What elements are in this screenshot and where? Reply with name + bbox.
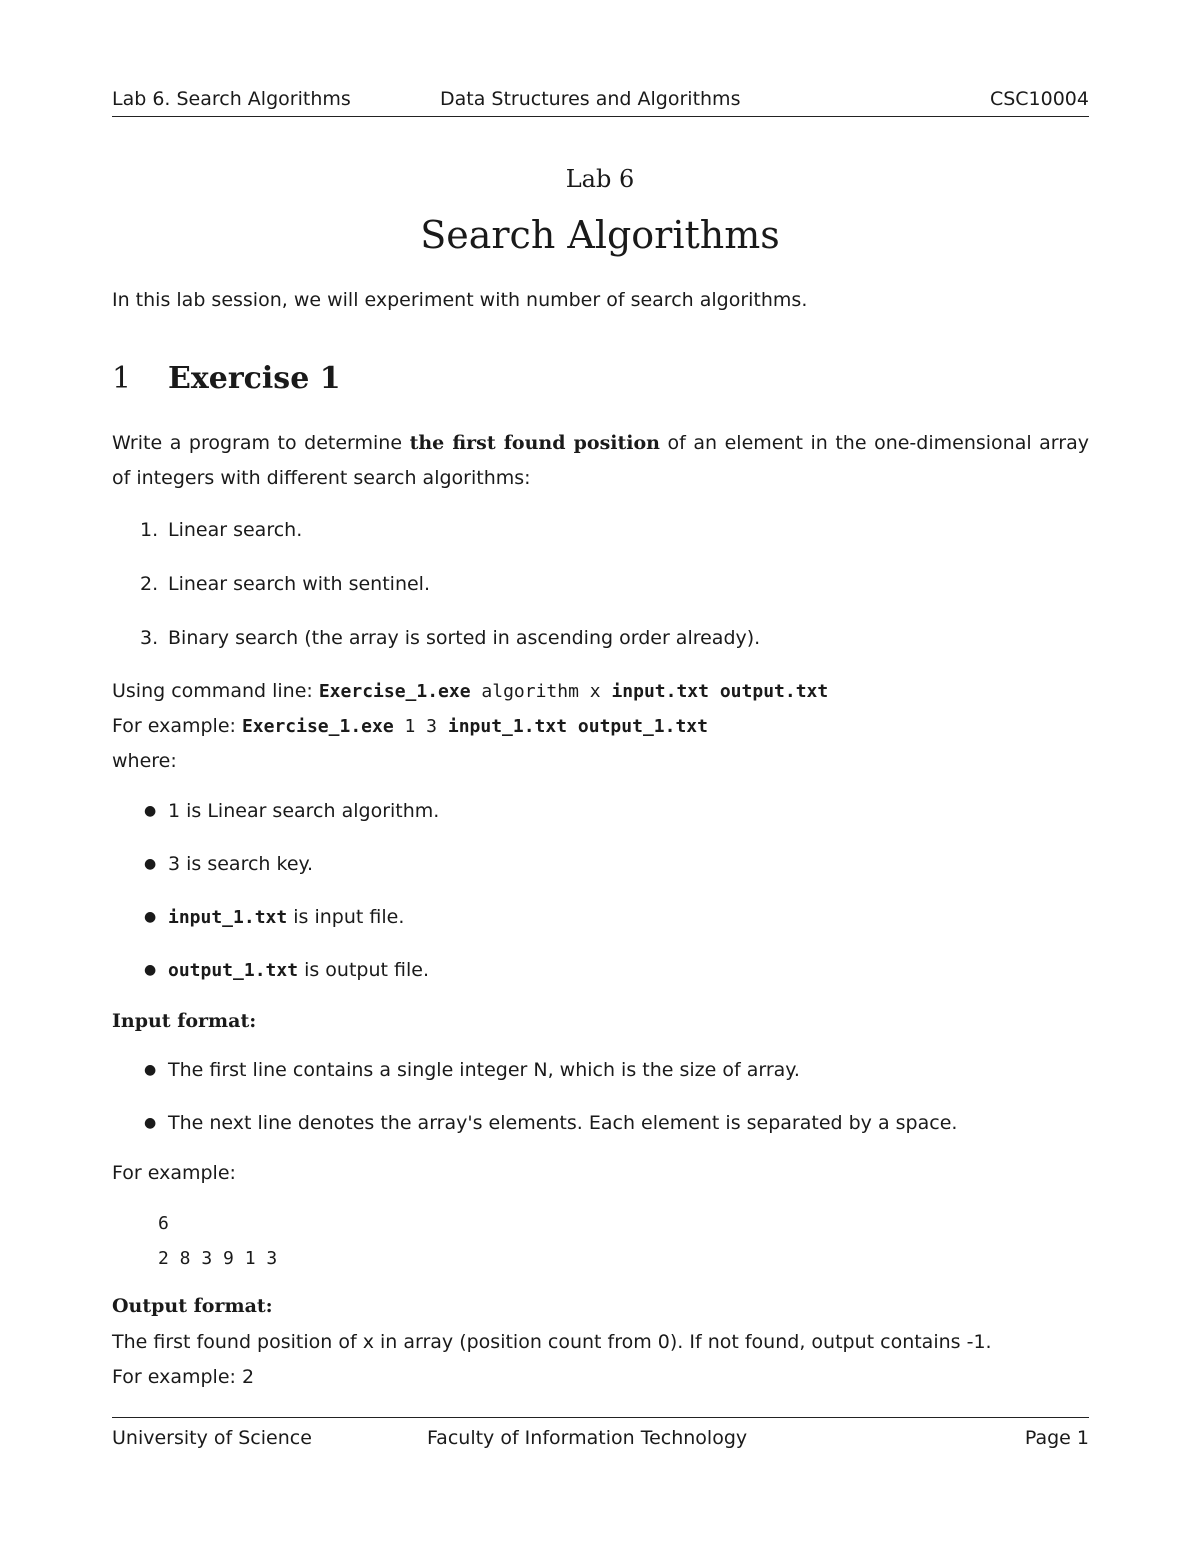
input-format-item xyxy=(140,1112,957,1134)
bullet-icon: ● xyxy=(144,1062,157,1078)
where-item-code: input_1.txt xyxy=(168,907,288,928)
header-lab-title: Lab 6. Search Algorithms xyxy=(112,88,351,110)
example-input-line: 6 xyxy=(158,1213,169,1234)
header-course-code: CSC10004 xyxy=(989,88,1089,110)
example-input-line: 2 8 3 9 1 3 xyxy=(158,1248,278,1269)
where-item-text: 1 is Linear search algorithm. xyxy=(168,800,440,822)
section-number: 1 xyxy=(112,361,132,396)
where-label: where: xyxy=(112,750,177,772)
page-header xyxy=(112,86,1089,117)
description-text-end: of an element in the one-dimensional array of integers with different search algorithms: xyxy=(112,432,1089,489)
where-item-text: 3 is search key. xyxy=(168,853,314,875)
list-marker: 1. xyxy=(140,519,159,541)
example-args: 1 3 xyxy=(393,716,448,737)
algorithm-item xyxy=(140,573,430,595)
example-label: For example: xyxy=(112,715,242,737)
page-footer xyxy=(112,1417,1089,1458)
command-label: Using command line: xyxy=(112,680,319,702)
where-item xyxy=(140,959,429,981)
footer-university: University of Science xyxy=(112,1427,312,1449)
algorithm-item xyxy=(140,519,302,541)
algorithm-item xyxy=(140,627,760,649)
where-item-text: is input file. xyxy=(287,906,405,928)
bullet-icon: ● xyxy=(144,803,157,819)
command-line-usage xyxy=(112,680,828,702)
section-title: Exercise 1 xyxy=(168,361,341,396)
description-emphasis: the first found position xyxy=(409,432,660,454)
footer-faculty: Faculty of Information Technology xyxy=(427,1427,748,1449)
bullet-icon: ● xyxy=(144,856,157,872)
bullet-icon: ● xyxy=(144,1115,157,1131)
algorithm-text: Linear search with sentinel. xyxy=(168,573,431,595)
command-example xyxy=(112,715,708,737)
example-exe: Exercise_1.exe xyxy=(241,716,394,737)
list-marker: 2. xyxy=(140,573,159,595)
example-output-file: output_1.txt xyxy=(577,716,708,737)
command-input-file: input.txt xyxy=(611,681,709,702)
description-text: Write a program to determine xyxy=(112,432,410,454)
command-args: algorithm x xyxy=(470,681,612,702)
bullet-icon: ● xyxy=(144,962,157,978)
header-course-name: Data Structures and Algorithms xyxy=(440,88,741,110)
exercise-description xyxy=(112,426,1089,496)
where-item xyxy=(140,800,439,822)
algorithm-text: Linear search. xyxy=(168,519,303,541)
page-title: Search Algorithms xyxy=(420,213,780,257)
section-heading xyxy=(112,361,341,396)
output-format-label: Output format: xyxy=(112,1295,273,1317)
input-format-text: The next line denotes the array's elements. Each element is separated by a space. xyxy=(168,1112,958,1134)
example-space xyxy=(567,716,578,737)
input-format-label: Input format: xyxy=(112,1010,257,1032)
page-number: Page 1 xyxy=(1024,1427,1089,1449)
where-item-text: is output file. xyxy=(298,959,429,981)
lab-number: Lab 6 xyxy=(565,165,635,193)
where-item xyxy=(140,906,404,928)
intro-text: In this lab session, we will experiment with number of search algorithms. xyxy=(112,289,808,311)
where-item xyxy=(140,853,313,875)
where-item-code: output_1.txt xyxy=(168,960,299,981)
output-format-text: The first found position of x in array (position count from 0). If not found, output contains -1. xyxy=(112,1331,992,1353)
input-format-item xyxy=(140,1059,800,1081)
command-space xyxy=(709,681,720,702)
for-example-label: For example: xyxy=(112,1162,236,1184)
output-example: For example: 2 xyxy=(112,1366,255,1388)
algorithm-text: Binary search (the array is sorted in ascending order already). xyxy=(168,627,761,649)
bullet-icon: ● xyxy=(144,909,157,925)
input-format-text: The first line contains a single integer N, which is the size of array. xyxy=(168,1059,800,1081)
command-exe: Exercise_1.exe xyxy=(318,681,471,702)
command-output-file: output.txt xyxy=(719,681,829,702)
list-marker: 3. xyxy=(140,627,159,649)
example-input-file: input_1.txt xyxy=(447,716,568,737)
